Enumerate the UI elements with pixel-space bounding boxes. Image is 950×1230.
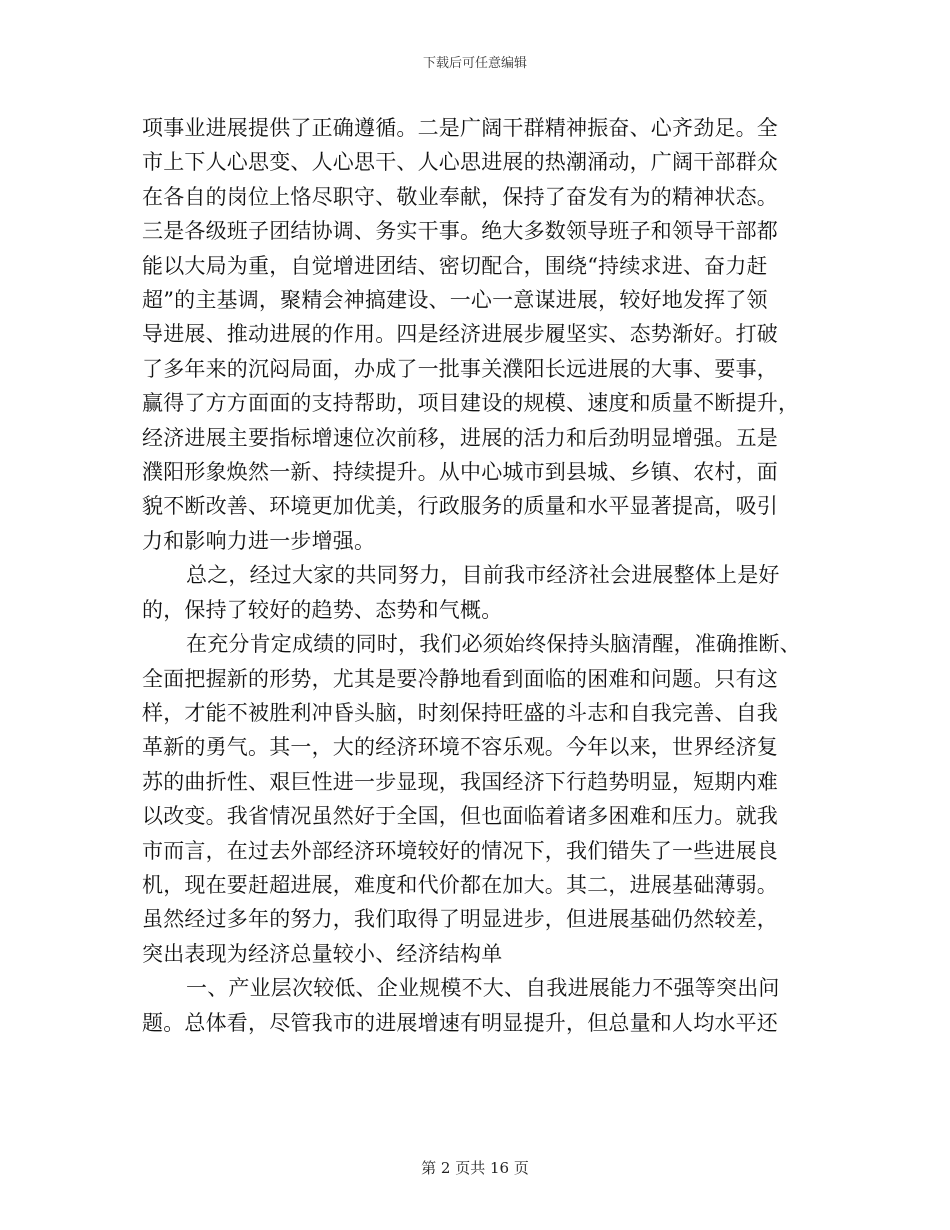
paragraph-2 xyxy=(142,558,810,627)
text-line: 三是各级班子团结协调、务实干事。绝大多数领导班子和领导干部都 xyxy=(142,219,778,244)
paragraph-1 xyxy=(142,111,810,558)
text-line: 革新的勇气。其一，大的经济环境不容乐观。今年以来，世界经济复 xyxy=(142,735,778,760)
document-body xyxy=(142,111,810,1040)
text-line: 导进展、推动进展的作用。四是经济进展步履坚实、态势渐好。打破 xyxy=(142,322,778,347)
text-line: 虽然经过多年的努力，我们取得了明显进步，但进展基础仍然较差， xyxy=(142,907,778,932)
text-line: 在充分肯定成绩的同时，我们必须始终保持头脑清醒，准确推断、 xyxy=(186,632,801,657)
text-line: 总之，经过大家的共同努力，目前我市经济社会进展整体上是好 xyxy=(186,563,780,588)
text-line: 超”的主基调，聚精会神搞建设、一心一意谋进展，较好地发挥了领 xyxy=(142,288,768,313)
text-line: 题。总体看，尽管我市的进展增速有明显提升，但总量和人均水平还 xyxy=(142,1010,778,1035)
text-line: 了多年来的沉闷局面，办成了一批事关濮阳长远进展的大事、要事， xyxy=(142,356,778,381)
text-line: 苏的曲折性、艰巨性进一步显现，我国经济下行趋势明显，短期内难 xyxy=(142,769,778,794)
text-line: 濮阳形象焕然一新、持续提升。从中心城市到县城、乡镇、农村，面 xyxy=(142,460,778,485)
text-line: 在各自的岗位上恪尽职守、敬业奉献，保持了奋发有为的精神状态。 xyxy=(142,184,778,209)
text-line: 赢得了方方面面的支持帮助，项目建设的规模、速度和质量不断提升， xyxy=(142,391,800,416)
text-line: 的，保持了较好的趋势、态势和气概。 xyxy=(142,597,503,622)
text-line: 市上下人心思变、人心思干、人心思进展的热潮涌动，广阔干部群众 xyxy=(142,150,778,175)
page-header-note: 下载后可任意编辑 xyxy=(422,56,527,71)
paragraph-4 xyxy=(142,971,810,1040)
paragraph-3 xyxy=(142,627,810,971)
text-line: 能以大局为重，自觉增进团结、密切配合，围绕“持续求进、奋力赶 xyxy=(142,253,768,278)
page-number: 第 2 页共 16 页 xyxy=(421,1159,529,1177)
text-line: 项事业进展提供了正确遵循。二是广阔干群精神振奋、心齐劲足。全 xyxy=(142,116,778,140)
text-line: 经济进展主要指标增速位次前移，进展的活力和后劲明显增强。五是 xyxy=(142,425,778,450)
text-line: 力和影响力进一步增强。 xyxy=(142,528,376,553)
text-line: 貌不断改善、环境更加优美，行政服务的质量和水平显著提高，吸引 xyxy=(142,494,778,519)
text-line: 突出表现为经济总量较小、经济结构单 xyxy=(142,941,503,966)
text-line: 以改变。我省情况虽然好于全国，但也面临着诸多困难和压力。就我 xyxy=(142,804,778,829)
text-line: 一、产业层次较低、企业规模不大、自我进展能力不强等突出问 xyxy=(186,976,780,1001)
text-line: 市而言，在过去外部经济环境较好的情况下，我们错失了一些进展良 xyxy=(142,838,778,863)
text-line: 机，现在要赶超进展，难度和代价都在加大。其二，进展基础薄弱。 xyxy=(142,872,778,897)
text-line: 全面把握新的形势，尤其是要冷静地看到面临的困难和问题。只有这 xyxy=(142,666,778,691)
text-line: 样，才能不被胜利冲昏头脑，时刻保持旺盛的斗志和自我完善、自我 xyxy=(142,700,778,725)
